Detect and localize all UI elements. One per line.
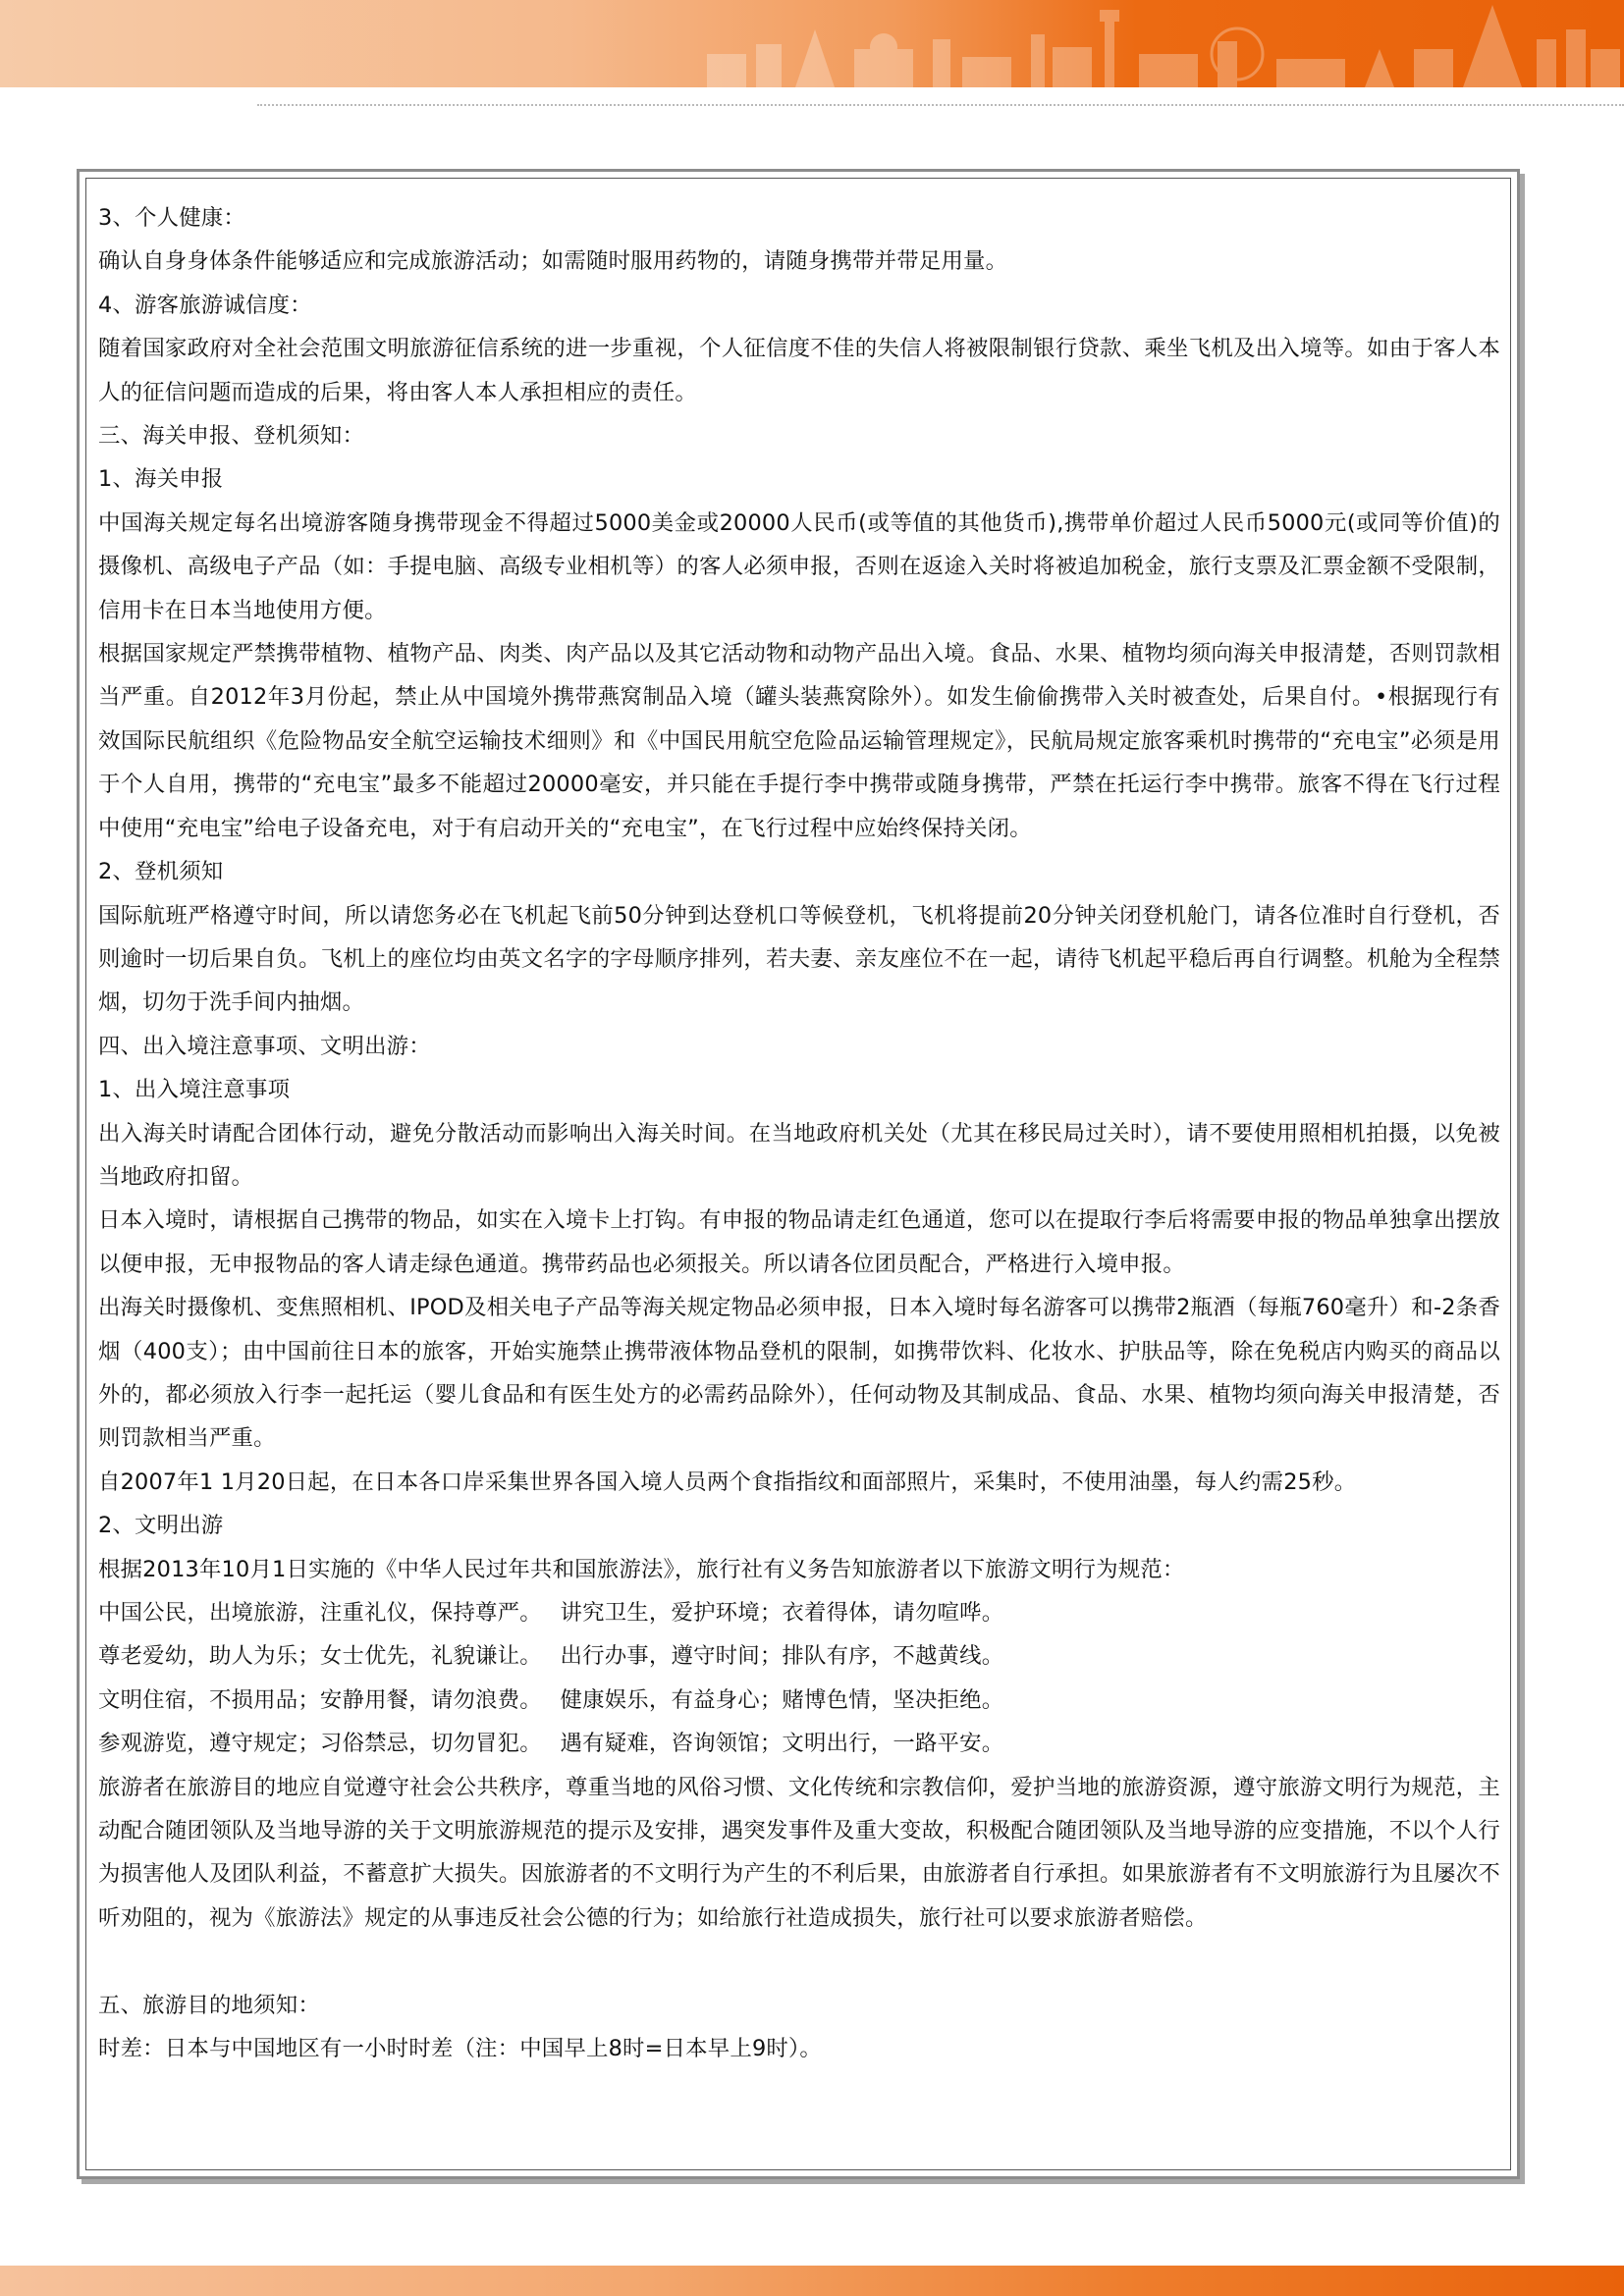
section-heading-civilized-travel: 2、文明出游 <box>98 1513 224 1539</box>
section-heading-customs-declaration: 1、海关申报 <box>98 466 224 493</box>
section-heading-entry-exit: 1、出入境注意事项 <box>98 1077 291 1103</box>
paragraph-health: 确认自身身体条件能够适应和完成旅游活动；如需随时服用药物的，请随身携带并带足用量。 <box>98 248 1008 275</box>
paragraph-customs-prohibited: 根据国家规定严禁携带植物、植物产品、肉类、肉产品以及其它活动物和动物产品出入境。食品、水果、植物均须向海关申报清楚，否则罚款相当严重。自2012年3月份起，禁止从中国境外携带燕窝制品入境（罐头装燕窝除外）。如发生偷偷携带入关时被查处，后果自付。•根据现行有效国际民航组织《危险物品安全航空运输技术细则》和《中国民用航空危险品运输管理规定》，民航局规定旅客乘机时携带的“充电宝”必须是用于个人自用，携带的“充电宝”最多不能超过20000毫安，并只能在手提行李中携带或随身携带，严禁在托运行李中携带。旅客不得在飞行过程中使用“充电宝”给电子设备充电，对于有启动开关的“充电宝”，在飞行过程中应始终保持关闭。 <box>98 641 1500 841</box>
section-heading-credit: 4、游客旅游诚信度： <box>98 292 312 318</box>
paragraph-time-difference: 时差：日本与中国地区有一小时时差（注：中国早上8时=日本早上9时）。 <box>98 2036 822 2062</box>
paragraph-boarding: 国际航班严格遵守时间，所以请您务必在飞机起飞前50分钟到达登机口等候登机，飞机将提前20分钟关闭登机舱门，请各位准时自行登机，否则逾时一切后果自负。飞机上的座位均由英文名字的字母顺序排列，若夫妻、亲友座位不在一起，请待飞机起平稳后再自行调整。机舱为全程禁烟，切勿于洗手间内抽烟。 <box>98 902 1500 1016</box>
blank-line <box>98 1940 1500 1983</box>
section-heading-health: 3、个人健康： <box>98 205 245 231</box>
paragraph-entry-fingerprint: 自2007年1 1月20日起，在日本各口岸采集世界各国入境人员两个食指指纹和面部照片，采集时，不使用油墨，每人约需25秒。 <box>98 1468 1357 1495</box>
paragraph-travel-law: 根据2013年10月1日实施的《中华人民过年共和国旅游法》，旅行社有义务告知旅游者以下旅游文明行为规范： <box>98 1556 1185 1582</box>
paragraph-entry-items: 出海关时摄像机、变焦照相机、IPOD及相关电子产品等海关规定物品必须申报，日本入境时每名游客可以携带2瓶酒（每瓶760毫升）和-2条香烟（400支）；由中国前往日本的旅客，开始实施禁止携带液体物品登机的限制，如携带饮料、化妆水、护肤品等，除在免税店内购买的商品以外的，都必须放入行李一起托运（婴儿食品和有医生处方的必需药品除外），任何动物及其制成品、食品、水果、植物均须向海关申报清楚，否则罚款相当严重。 <box>98 1295 1500 1452</box>
chapter-heading-entry-exit: 四、出入境注意事项、文明出游： <box>98 1033 431 1059</box>
paragraph-entry-japan: 日本入境时，请根据自己携带的物品，如实在入境卡上打钩。有申报的物品请走红色通道，您可以在提取行李后将需要申报的物品单独拿出摆放以便申报，无申报物品的客人请走绿色通道。携带药品也必须报关。所以请各位团员配合，严格进行入境申报。 <box>98 1207 1500 1277</box>
city-skyline-icon <box>687 0 1624 87</box>
code-line-1: 中国公民，出境旅游，注重礼仪，保持尊严。 讲究卫生，爱护环境；衣着得体，请勿喧哗。 <box>98 1600 1004 1626</box>
footer-banner <box>0 2266 1624 2296</box>
chapter-heading-destination: 五、旅游目的地须知： <box>98 1992 320 2018</box>
header-divider <box>257 104 1624 106</box>
paragraph-conduct: 旅游者在旅游目的地应自觉遵守社会公共秩序，尊重当地的风俗习惯、文化传统和宗教信仰，爱护当地的旅游资源，遵守旅游文明行为规范，主动配合随团领队及当地导游的关于文明旅游规范的提示及安排，遇突发事件及重大变故，积极配合随团领队及当地导游的应变措施，不以个人行为损害他人及团队利益，不蓄意扩大损失。因旅游者的不文明行为产生的不利后果，由旅游者自行承担。如果旅游者有不文明旅游行为且屡次不听劝阻的，视为《旅游法》规定的从事违反社会公德的行为；如给旅行社造成损失，旅行社可以要求旅游者赔偿。 <box>98 1774 1500 1931</box>
section-heading-boarding: 2、登机须知 <box>98 859 224 885</box>
chapter-heading-customs: 三、海关申报、登机须知： <box>98 423 365 450</box>
header-banner <box>0 0 1624 87</box>
paragraph-customs-cash: 中国海关规定每名出境游客随身携带现金不得超过5000美金或20000人民币(或等值的其他货币),携带单价超过人民币5000元(或同等价值)的摄像机、高级电子产品（如：手提电脑、高级专业相机等）的客人必须申报，否则在返途入关时将被追加税金，旅行支票及汇票金额不受限制，信用卡在日本当地使用方便。 <box>98 509 1500 623</box>
code-line-2: 尊老爱幼，助人为乐；女士优先，礼貌谦让。 出行办事，遵守时间；排队有序，不越黄线。 <box>98 1643 1004 1670</box>
paragraph-credit: 随着国家政府对全社会范围文明旅游征信系统的进一步重视，个人征信度不佳的失信人将被限制银行贷款、乘坐飞机及出入境等。如由于客人本人的征信问题而造成的后果，将由客人本人承担相应的责任。 <box>98 336 1500 405</box>
paragraph-entry-group: 出入海关时请配合团体行动，避免分散活动而影响出入海关时间。在当地政府机关处（尤其在移民局过关时），请不要使用照相机拍摄，以免被当地政府扣留。 <box>98 1120 1500 1190</box>
code-line-4: 参观游览，遵守规定；习俗禁忌，切勿冒犯。 遇有疑难，咨询领馆；文明出行，一路平安。 <box>98 1731 1004 1757</box>
notice-body <box>98 196 1500 2070</box>
code-line-3: 文明住宿，不损用品；安静用餐，请勿浪费。 健康娱乐，有益身心；赌博色情，坚决拒绝。 <box>98 1686 1004 1713</box>
